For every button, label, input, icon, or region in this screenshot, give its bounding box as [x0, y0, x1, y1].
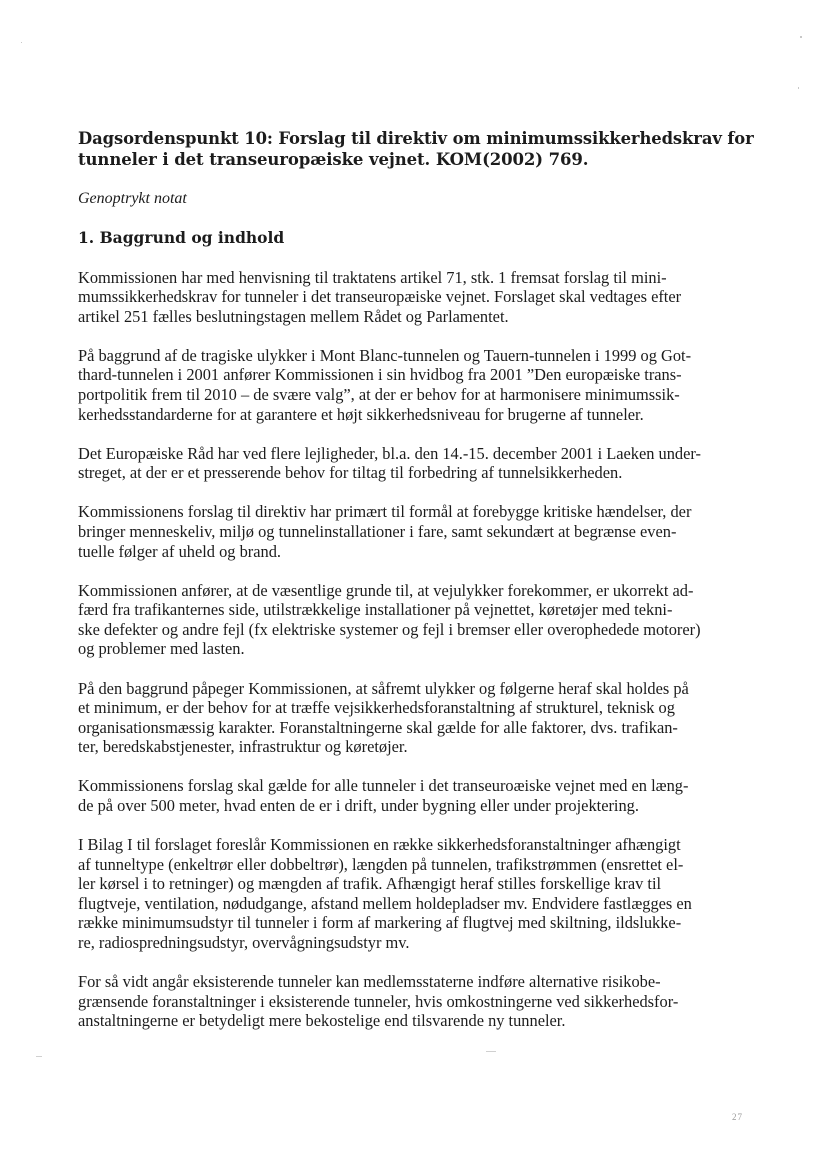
paragraph-line: ter, beredskabstjenester, infrastruktur og køretøjer. — [78, 737, 408, 757]
title-line: Dagsordenspunkt 10: Forslag til direktiv om minimumssikkerhedskrav for — [78, 129, 754, 148]
paragraph-line: mumssikkerhedskrav for tunneler i det transeuropæiske vejnet. Forslaget skal vedtages efter — [78, 287, 682, 307]
paragraph-line: På baggrund af de tragiske ulykker i Mont Blanc-tunnelen og Tauern-tunnelen i 1999 og Got- — [78, 345, 692, 365]
paragraph-7 — [78, 776, 758, 815]
paragraph-line: et minimum, er der behov for at træffe vejsikkerhedsforanstaltning af strukturel, teknisk og — [78, 698, 675, 718]
scan-mark — [486, 1051, 496, 1052]
document-subtitle: Genoptrykt notat — [78, 190, 187, 207]
document-title — [78, 128, 758, 170]
paragraph-line: På den baggrund påpeger Kommissionen, at såfremt ulykker og følgerne heraf skal holdes på — [78, 678, 689, 698]
paragraph-9 — [78, 972, 758, 1031]
paragraph-line: ler kørsel i to retninger) og mængden af trafik. Afhængigt heraf stilles forskellige krav til — [78, 874, 662, 894]
scan-speck — [21, 42, 22, 43]
paragraph-8 — [78, 835, 758, 953]
paragraph-line: Kommissionens forslag til direktiv har primært til formål at forebygge kritiske hændelser, der — [78, 502, 692, 522]
paragraph-line: bringer menneskeliv, miljø og tunnelinstallationer i fare, samt sekundært at begrænse even- — [78, 521, 677, 541]
paragraph-line: og problemer med lasten. — [78, 639, 245, 659]
paragraph-line: færd fra trafikanternes side, utilstrækkelige installationer på vejnettet, køretøjer med tekni- — [78, 600, 673, 620]
paragraph-1 — [78, 268, 758, 327]
paragraph-line: kerhedsstandarderne for at garantere et højt sikkerhedsniveau for brugerne af tunneler. — [78, 404, 644, 424]
paragraph-line: thard-tunnelen i 2001 anfører Kommissionen i sin hvidbog fra 2001 ”Den europæiske trans- — [78, 365, 682, 385]
paragraph-4 — [78, 502, 758, 561]
page-number: 27 — [732, 1112, 743, 1122]
paragraph-line: flugtveje, ventilation, nødudgange, afstand mellem holdepladser mv. Endvidere fastlægges en — [78, 893, 692, 913]
paragraph-3 — [78, 444, 758, 483]
document-body — [78, 128, 758, 1031]
paragraph-6 — [78, 679, 758, 757]
paragraph-2 — [78, 346, 758, 424]
paragraph-line: Kommissionen anfører, at de væsentlige grunde til, at vejulykker forekommer, er ukorrekt ad- — [78, 580, 694, 600]
paragraph-line: Det Europæiske Råd har ved flere lejligheder, bl.a. den 14.-15. december 2001 i Laeken under- — [78, 443, 701, 463]
paragraph-line: række minimumsudstyr til tunneler i form af markering af flugtvej med skiltning, ildslukke- — [78, 913, 682, 933]
scan-speck — [798, 87, 799, 89]
paragraph-line: de på over 500 meter, hvad enten de er i drift, under bygning eller under projektering. — [78, 795, 639, 815]
paragraph-line: I Bilag I til forslaget foreslår Kommissionen en række sikkerhedsforanstaltninger afhængigt — [78, 835, 681, 855]
paragraph-list — [78, 268, 758, 1031]
paragraph-line: ske defekter og andre fejl (fx elektriske systemer og fejl i bremser eller overophedede motorer) — [78, 619, 701, 639]
title-line: tunneler i det transeuropæiske vejnet. KOM(2002) 769. — [78, 150, 589, 169]
scan-speck — [800, 36, 802, 38]
paragraph-line: tuelle følger af uheld og brand. — [78, 541, 281, 561]
paragraph-line: af tunneltype (enkeltrør eller dobbeltrør), længden på tunnelen, trafikstrømmen (ensrettet el- — [78, 854, 684, 874]
paragraph-line: re, radiospredningsudstyr, overvågningsudstyr mv. — [78, 933, 410, 953]
paragraph-line: Kommissionen har med henvisning til traktatens artikel 71, stk. 1 fremsat forslag til mini- — [78, 267, 667, 287]
paragraph-line: artikel 251 fælles beslutningstagen mellem Rådet og Parlamentet. — [78, 306, 509, 326]
paragraph-line: Kommissionens forslag skal gælde for alle tunneler i det transeuroæiske vejnet med en læng- — [78, 776, 689, 796]
scan-mark — [36, 1056, 42, 1057]
paragraph-line: For så vidt angår eksisterende tunneler kan medlemsstaterne indføre alternative risikobe- — [78, 972, 661, 992]
paragraph-line: anstaltningerne er betydeligt mere bekostelige end tilsvarende ny tunneler. — [78, 1011, 566, 1031]
paragraph-line: grænsende foranstaltninger i eksisterende tunneler, hvis omkostningerne ved sikkerhedsfor- — [78, 991, 679, 1011]
paragraph-line: portpolitik frem til 2010 – de svære valg”, at der er behov for at harmonisere minimumssik- — [78, 384, 680, 404]
paragraph-line: streget, at der er et presserende behov for tiltag til forbedring af tunnelsikkerheden. — [78, 463, 623, 483]
section-heading: 1. Baggrund og indhold — [78, 228, 285, 247]
paragraph-5 — [78, 581, 758, 659]
paragraph-line: organisationsmæssig karakter. Foranstaltningerne skal gælde for alle faktorer, dvs. trafikan- — [78, 717, 678, 737]
